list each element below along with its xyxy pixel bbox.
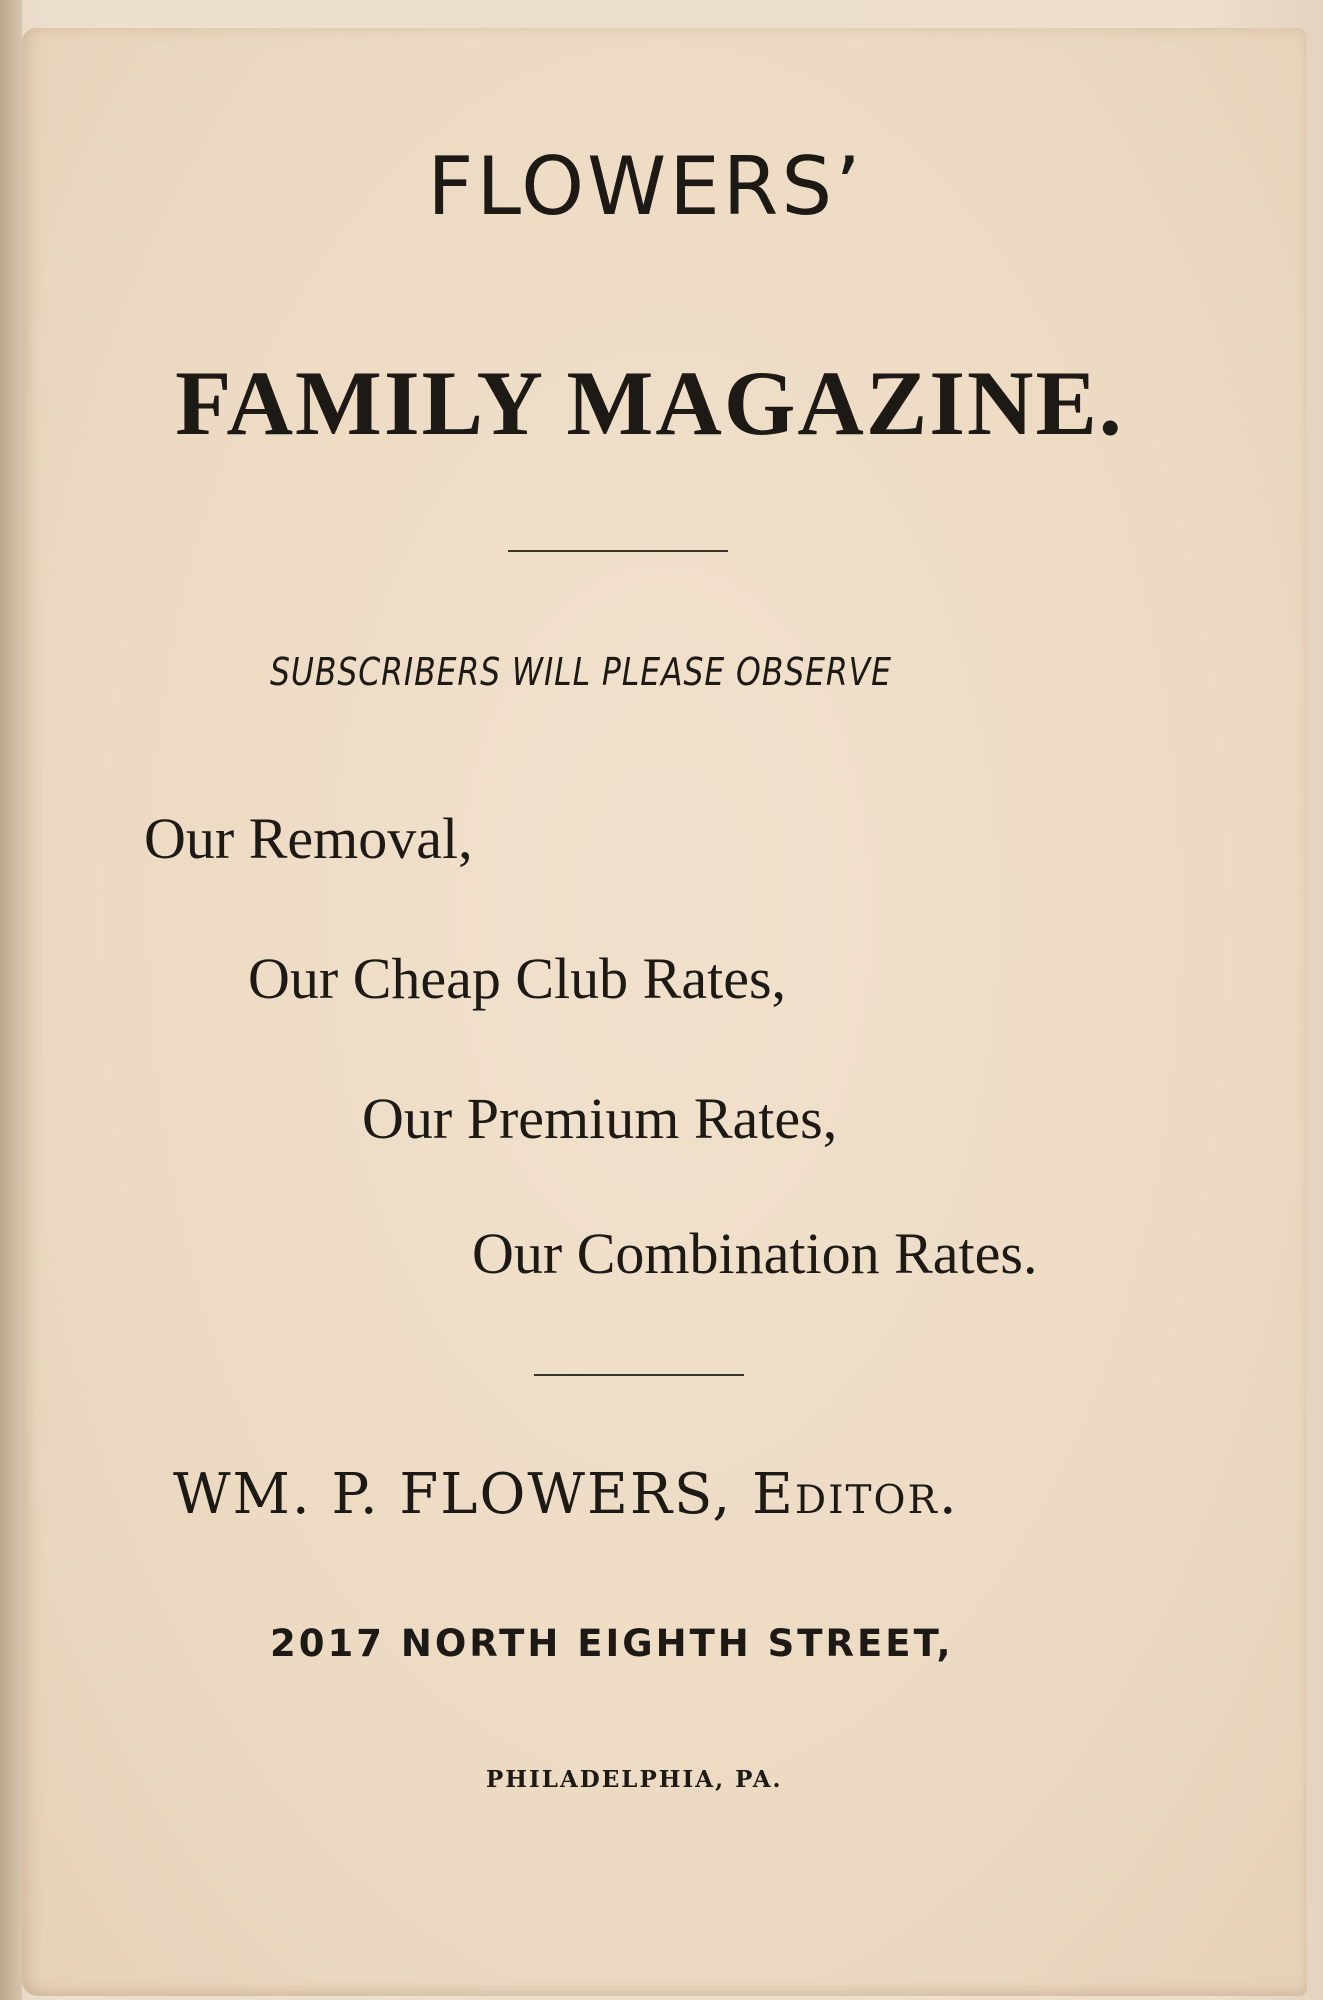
paper-sheet xyxy=(22,28,1307,1996)
city-state: PHILADELPHIA, PA. xyxy=(486,1766,783,1793)
notice-item: Our Combination Rates. xyxy=(472,1221,1038,1286)
editor-name: WM. P. FLOWERS, xyxy=(173,1462,733,1527)
masthead-line-2: FAMILY MAGAZINE. xyxy=(175,352,1124,454)
street-address: 2017 NORTH EIGHTH STREET, xyxy=(270,1622,954,1665)
notice-item: Our Premium Rates, xyxy=(362,1086,838,1151)
notice-item: Our Cheap Club Rates, xyxy=(248,946,787,1011)
notice-item: Our Removal, xyxy=(144,806,473,871)
page-spine xyxy=(0,0,22,2000)
divider-bottom xyxy=(534,1374,744,1376)
editor-credit xyxy=(173,1462,959,1527)
divider-top xyxy=(508,550,728,552)
notice-heading: SUBSCRIBERS WILL PLEASE OBSERVE xyxy=(270,650,892,694)
editor-role: Editor. xyxy=(751,1462,959,1527)
masthead-line-1: FLOWERS’ xyxy=(427,140,864,233)
